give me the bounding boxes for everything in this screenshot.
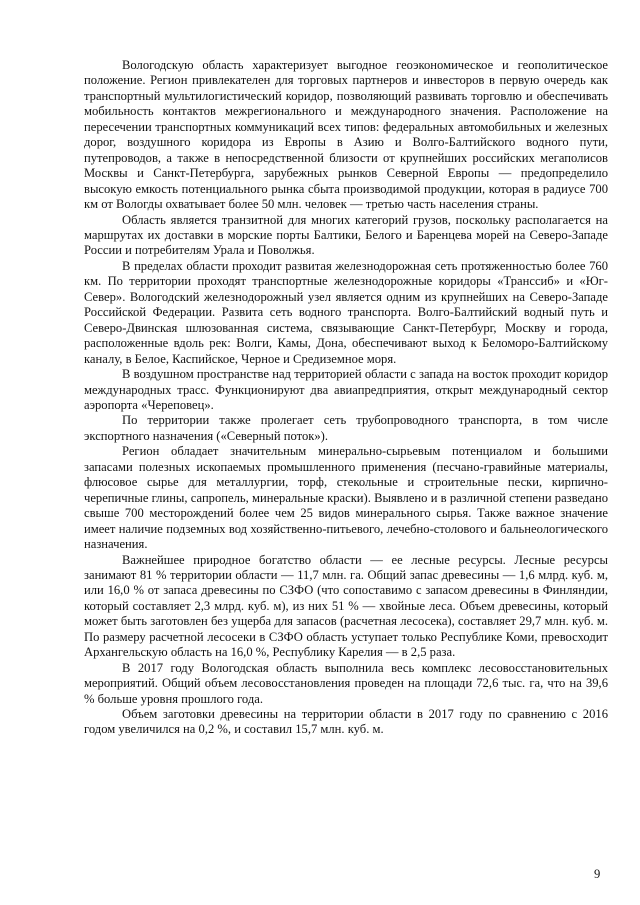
document-body	[84, 58, 608, 738]
page-number: 9	[594, 867, 601, 881]
paragraph-geoposition: Вологодскую область характеризует выгодное геоэкономическое и геополитическое положение. Регион привлекателен для торговых партнеров и инвесторов в первую очередь как транспортный мультилогистический коридор, позволяющий развивать торговлю и обеспечивать мобильность контактов межрегионального и международного значения. Расположение на пересечении транспортных коммуникаций всех типов: федеральных автомобильных и железных дорог, воздушного коридора из Европы в Азию и Волго-Балтийского водного пути, путепроводов, а также в непосредственной близости от крупнейших российских мегаполисов Москвы и Санкт-Петербурга, зарубежных рынков Северной Европы — предопределило высокую емкость потенциального рынка сбыта производимой продукции, которая в радиусе 700 км от Вологды охватывает более 50 млн. человек — третью часть населения страны.	[84, 58, 608, 212]
paragraph-pipeline: По территории также пролегает сеть трубопроводного транспорта, в том числе экспортного назначения («Северный поток»).	[84, 413, 608, 443]
paragraph-air: В воздушном пространстве над территорией области с запада на восток проходит коридор международных трасс. Функционируют два авиапредприятия, открыт международный сектор аэропорта «Череповец».	[84, 367, 608, 412]
paragraph-railway: В пределах области проходит развитая железнодорожная сеть протяженностью более 760 км. По территории проходят транспортные железнодорожные коридоры «Транссиб» и «Юг-Север». Вологодский железнодорожный узел является одним из крупнейших на Северо-Западе Российской Федерации. Развита сеть водного транспорта. Волго-Балтийский водный путь и Северо-Двинская шлюзованная система, связывающие Санкт-Петербург, Москву и города, расположенные вдоль рек: Волги, Камы, Дона, обеспечивают выход к Беломоро-Балтийскому каналу, в Белое, Каспийское, Черное и Средиземное моря.	[84, 258, 608, 366]
paragraph-timber-harvest: Объем заготовки древесины на территории области в 2017 году по сравнению с 2016 годом увеличился на 0,2 %, и составил 15,7 млн. куб. м.	[84, 707, 608, 737]
paragraph-transit: Область является транзитной для многих категорий грузов, поскольку располагается на маршрутах их доставки в морские порты Балтики, Белого и Баренцева морей на Северо-Западе России и потребителям Урала и Поволжья.	[84, 212, 608, 258]
paragraph-forest-resources: Важнейшее природное богатство области — ее лесные ресурсы. Лесные ресурсы занимают 81 % территории области — 11,7 млн. га. Общий запас древесины — 1,6 млрд. куб. м, или 16,0 % от запаса древесины по СЗФО (что сопоставимо с запасом древесины в Финляндии, который составляет 2,3 млрд. куб. м), из них 51 % — хвойные леса. Объем древесины, который может быть заготовлен без ущерба для запасов (расчетная лесосека), составляет 29,7 млн. куб. м. По размеру расчетной лесосеки в СЗФО область уступает только Республике Коми, превосходит Архангельскую область на 16,0 %, Республику Карелия — в 2,5 раза.	[84, 552, 608, 660]
paragraph-reforestation: В 2017 году Вологодская область выполнила весь комплекс лесовосстановительных мероприятий. Общий объем лесовосстановления проведен на площади 72,6 тыс. га, что на 39,6 % больше уровня прошлого года.	[84, 660, 608, 706]
paragraph-minerals: Регион обладает значительным минерально-сырьевым потенциалом и большими запасами полезных ископаемых промышленного применения (песчано-гравийные материалы, флюсовое сырье для металлургии, торф, стекольные и строительные пески, кирпично-черепичные глины, сапропель, минеральные краски). Выявлено и в различной степени разведано свыше 700 месторождений более чем 25 видов минерального сырья. Также важное значение имеет наличие подземных вод хозяйственно-питьевого, лечебно-столового и бальнеологического назначения.	[84, 444, 608, 552]
